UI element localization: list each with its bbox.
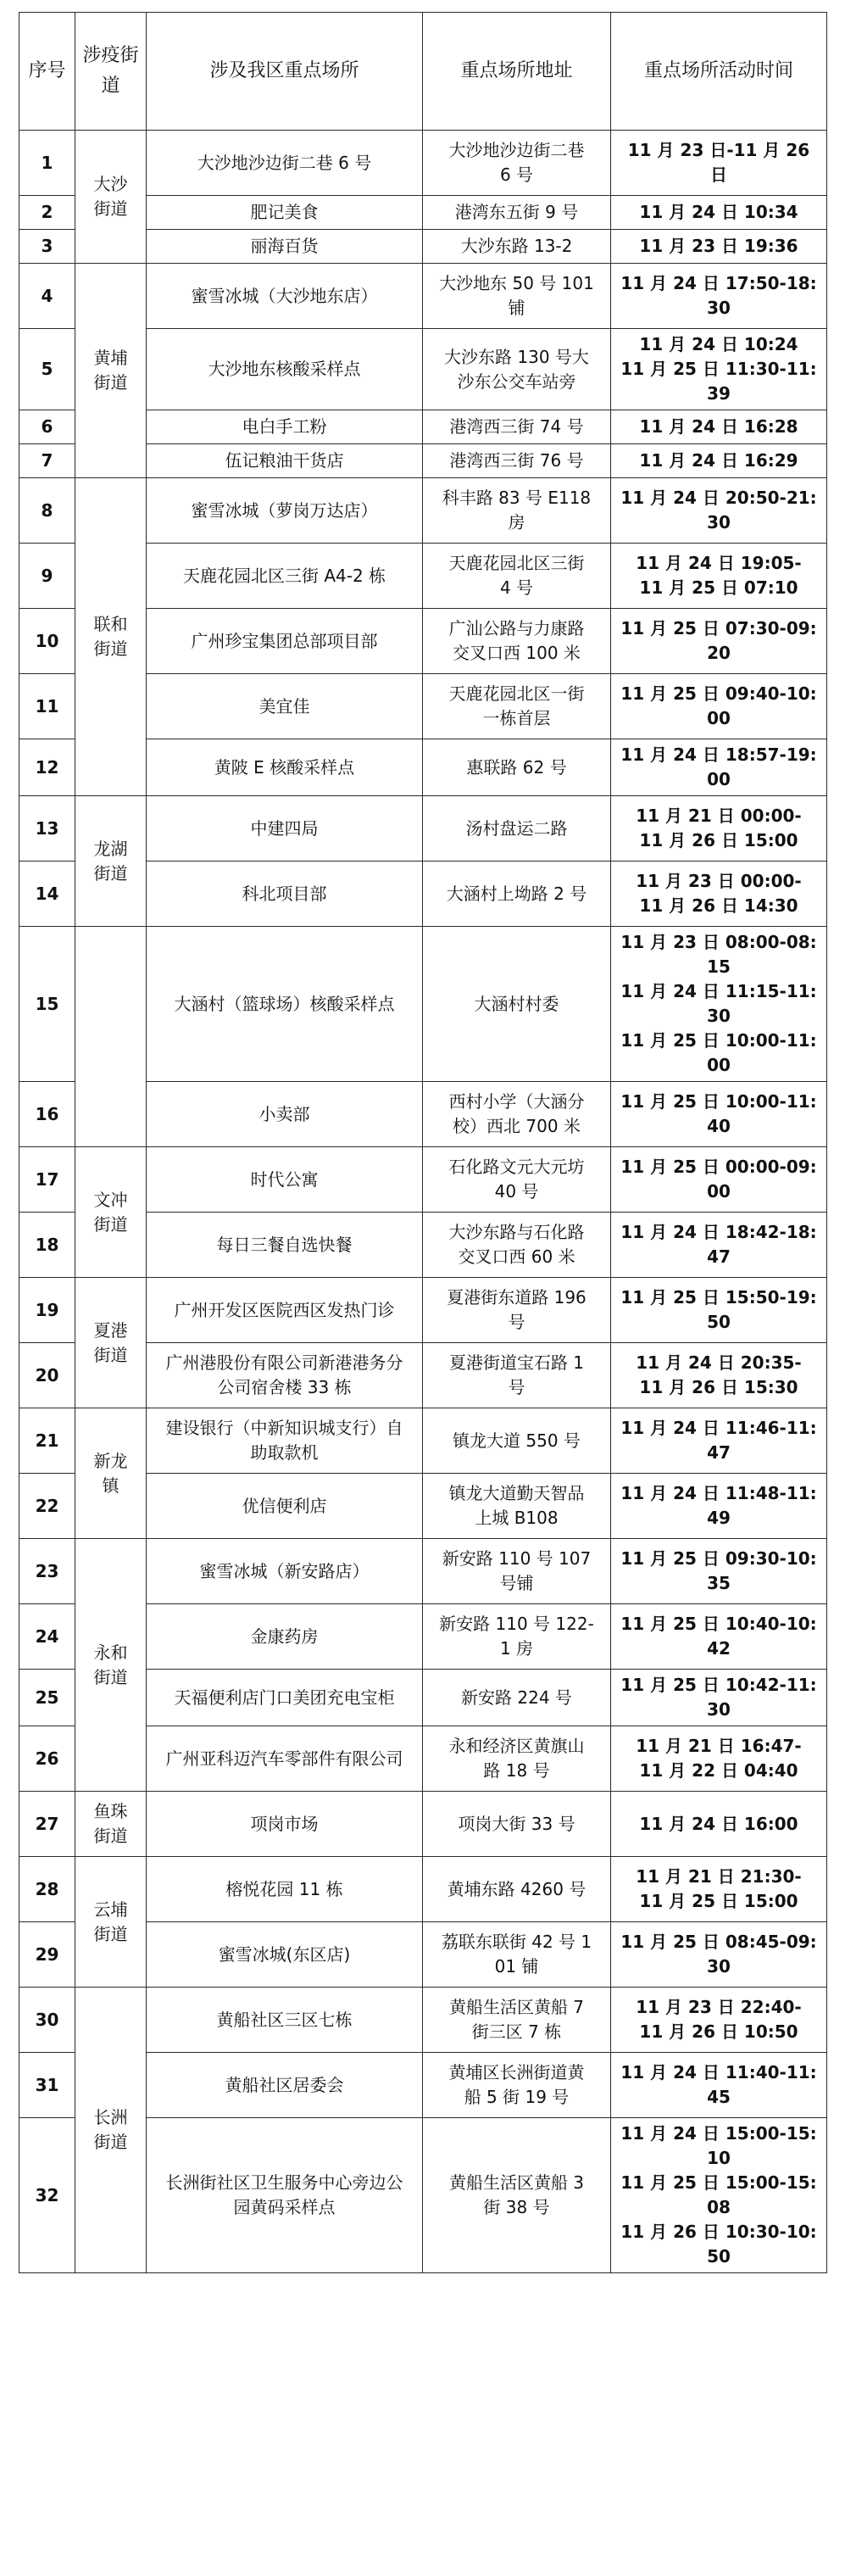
address-cell: 夏港街东道路 196 号 (423, 1278, 611, 1343)
address-cell: 镇龙大道勤天智品 上城 B108 (423, 1474, 611, 1539)
row-number: 16 (19, 1082, 75, 1147)
row-number: 4 (19, 264, 75, 329)
time-cell: 11 月 24 日 16:28 (611, 410, 827, 444)
place-cell: 蜜雪冰城（大沙地东店） (147, 264, 423, 329)
address-cell: 西村小学（大涵分 校）西北 700 米 (423, 1082, 611, 1147)
place-cell: 伍记粮油干货店 (147, 444, 423, 478)
place-cell: 广州开发区医院西区发热门诊 (147, 1278, 423, 1343)
time-cell: 11 月 21 日 00:00- 11 月 26 日 15:00 (611, 796, 827, 861)
street-cell: 鱼珠 街道 (75, 1792, 147, 1857)
row-number: 9 (19, 544, 75, 609)
place-cell: 广州亚科迈汽车零部件有限公司 (147, 1726, 423, 1792)
time-cell: 11 月 24 日 15:00-15:10 11 月 25 日 15:00-15:08 11 月 26 日 10:30-10:50 (611, 2118, 827, 2273)
header-street: 涉疫街道 (75, 13, 147, 131)
table-body (19, 131, 827, 2273)
table-row (19, 1792, 827, 1857)
time-cell: 11 月 25 日 00:00-09:00 (611, 1147, 827, 1213)
row-number: 1 (19, 131, 75, 196)
address-cell: 永和经济区黄旗山 路 18 号 (423, 1726, 611, 1792)
address-cell: 新安路 110 号 107 号铺 (423, 1539, 611, 1604)
time-cell: 11 月 21 日 16:47- 11 月 22 日 04:40 (611, 1726, 827, 1792)
place-cell: 黄陂 E 核酸采样点 (147, 739, 423, 796)
row-number: 32 (19, 2118, 75, 2273)
address-cell: 新安路 110 号 122- 1 房 (423, 1604, 611, 1670)
street-cell: 大沙 街道 (75, 131, 147, 264)
row-number: 30 (19, 1988, 75, 2053)
time-cell: 11 月 23 日 08:00-08:15 11 月 24 日 11:15-11:30 11 月 25 日 10:00-11:00 (611, 927, 827, 1082)
row-number: 2 (19, 196, 75, 230)
header-time: 重点场所活动时间 (611, 13, 827, 131)
row-number: 15 (19, 927, 75, 1082)
address-cell: 黄船生活区黄船 7 街三区 7 栋 (423, 1988, 611, 2053)
time-cell: 11 月 25 日 15:50-19:50 (611, 1278, 827, 1343)
time-cell: 11 月 24 日 16:00 (611, 1792, 827, 1857)
address-cell: 港湾东五街 9 号 (423, 196, 611, 230)
row-number: 10 (19, 609, 75, 674)
table-row (19, 1988, 827, 2053)
address-cell: 新安路 224 号 (423, 1670, 611, 1726)
address-cell: 夏港街道宝石路 1 号 (423, 1343, 611, 1408)
place-cell: 天福便利店门口美团充电宝柜 (147, 1670, 423, 1726)
row-number: 11 (19, 674, 75, 739)
table-row (19, 1147, 827, 1213)
place-cell: 黄船社区三区七栋 (147, 1988, 423, 2053)
address-cell: 项岗大街 33 号 (423, 1792, 611, 1857)
address-cell: 大沙地沙边街二巷 6 号 (423, 131, 611, 196)
address-cell: 镇龙大道 550 号 (423, 1408, 611, 1474)
time-cell: 11 月 25 日 07:30-09:20 (611, 609, 827, 674)
address-cell: 大涵村村委 (423, 927, 611, 1082)
time-cell: 11 月 23 日 00:00- 11 月 26 日 14:30 (611, 861, 827, 927)
time-cell: 11 月 24 日 11:48-11:49 (611, 1474, 827, 1539)
place-cell: 小卖部 (147, 1082, 423, 1147)
time-cell: 11 月 21 日 21:30- 11 月 25 日 15:00 (611, 1857, 827, 1922)
table-row (19, 1278, 827, 1343)
time-cell: 11 月 24 日 19:05- 11 月 25 日 07:10 (611, 544, 827, 609)
time-cell: 11 月 24 日 20:50-21:30 (611, 478, 827, 544)
address-cell: 大沙东路与石化路 交叉口西 60 米 (423, 1213, 611, 1278)
table-row (19, 1539, 827, 1604)
street-cell: 联和 街道 (75, 478, 147, 796)
place-cell: 项岗市场 (147, 1792, 423, 1857)
row-number: 7 (19, 444, 75, 478)
address-cell: 港湾西三街 74 号 (423, 410, 611, 444)
time-cell: 11 月 24 日 16:29 (611, 444, 827, 478)
address-cell: 黄埔区长洲街道黄 船 5 街 19 号 (423, 2053, 611, 2118)
table-row (19, 927, 827, 1082)
address-cell: 大沙东路 13-2 (423, 230, 611, 264)
row-number: 6 (19, 410, 75, 444)
time-cell: 11 月 25 日 10:40-10:42 (611, 1604, 827, 1670)
place-cell: 每日三餐自选快餐 (147, 1213, 423, 1278)
address-cell: 广汕公路与力康路 交叉口西 100 米 (423, 609, 611, 674)
street-cell: 新龙 镇 (75, 1408, 147, 1539)
row-number: 28 (19, 1857, 75, 1922)
time-cell: 11 月 23 日-11 月 26 日 (611, 131, 827, 196)
table-row (19, 478, 827, 544)
address-cell: 黄埔东路 4260 号 (423, 1857, 611, 1922)
header-place: 涉及我区重点场所 (147, 13, 423, 131)
place-cell: 时代公寓 (147, 1147, 423, 1213)
row-number: 19 (19, 1278, 75, 1343)
address-cell: 科丰路 83 号 E118 房 (423, 478, 611, 544)
time-cell: 11 月 25 日 10:00-11:40 (611, 1082, 827, 1147)
address-cell: 荔联东联街 42 号 1 01 铺 (423, 1922, 611, 1988)
address-cell: 天鹿花园北区三街 4 号 (423, 544, 611, 609)
row-number: 26 (19, 1726, 75, 1792)
row-number: 5 (19, 329, 75, 410)
time-cell: 11 月 24 日 20:35- 11 月 26 日 15:30 (611, 1343, 827, 1408)
address-cell: 黄船生活区黄船 3 街 38 号 (423, 2118, 611, 2273)
place-cell: 广州珍宝集团总部项目部 (147, 609, 423, 674)
place-cell: 长洲街社区卫生服务中心旁边公 园黄码采样点 (147, 2118, 423, 2273)
time-cell: 11 月 25 日 09:30-10:35 (611, 1539, 827, 1604)
time-cell: 11 月 25 日 08:45-09:30 (611, 1922, 827, 1988)
place-cell: 蜜雪冰城（新安路店） (147, 1539, 423, 1604)
street-cell: 永和 街道 (75, 1539, 147, 1792)
time-cell: 11 月 24 日 17:50-18:30 (611, 264, 827, 329)
time-cell: 11 月 24 日 11:40-11:45 (611, 2053, 827, 2118)
address-cell: 大涵村上坳路 2 号 (423, 861, 611, 927)
time-cell: 11 月 25 日 10:42-11:30 (611, 1670, 827, 1726)
street-cell: 黄埔 街道 (75, 264, 147, 478)
time-cell: 11 月 24 日 10:24 11 月 25 日 11:30-11:39 (611, 329, 827, 410)
table-row (19, 131, 827, 196)
street-cell: 文冲 街道 (75, 1147, 147, 1278)
street-cell: 龙湖 街道 (75, 796, 147, 927)
place-cell: 美宜佳 (147, 674, 423, 739)
row-number: 18 (19, 1213, 75, 1278)
time-cell: 11 月 24 日 18:57-19:00 (611, 739, 827, 796)
time-cell: 11 月 25 日 09:40-10:00 (611, 674, 827, 739)
place-cell: 大涵村（篮球场）核酸采样点 (147, 927, 423, 1082)
address-cell: 惠联路 62 号 (423, 739, 611, 796)
time-cell: 11 月 24 日 10:34 (611, 196, 827, 230)
row-number: 3 (19, 230, 75, 264)
time-cell: 11 月 23 日 19:36 (611, 230, 827, 264)
place-cell: 金康药房 (147, 1604, 423, 1670)
place-cell: 中建四局 (147, 796, 423, 861)
table-row (19, 1857, 827, 1922)
time-cell: 11 月 24 日 11:46-11:47 (611, 1408, 827, 1474)
place-cell: 大沙地东核酸采样点 (147, 329, 423, 410)
street-cell: 夏港 街道 (75, 1278, 147, 1408)
time-cell: 11 月 24 日 18:42-18:47 (611, 1213, 827, 1278)
address-cell: 港湾西三街 76 号 (423, 444, 611, 478)
row-number: 20 (19, 1343, 75, 1408)
street-cell (75, 927, 147, 1147)
address-cell: 汤村盘运二路 (423, 796, 611, 861)
row-number: 29 (19, 1922, 75, 1988)
street-cell: 长洲 街道 (75, 1988, 147, 2273)
row-number: 23 (19, 1539, 75, 1604)
address-cell: 大沙东路 130 号大 沙东公交车站旁 (423, 329, 611, 410)
time-cell: 11 月 23 日 22:40- 11 月 26 日 10:50 (611, 1988, 827, 2053)
address-cell: 天鹿花园北区一街 一栋首层 (423, 674, 611, 739)
place-cell: 蜜雪冰城(东区店) (147, 1922, 423, 1988)
street-cell: 云埔 街道 (75, 1857, 147, 1988)
row-number: 8 (19, 478, 75, 544)
row-number: 17 (19, 1147, 75, 1213)
place-cell: 天鹿花园北区三街 A4-2 栋 (147, 544, 423, 609)
table-row (19, 796, 827, 861)
row-number: 21 (19, 1408, 75, 1474)
row-number: 22 (19, 1474, 75, 1539)
row-number: 25 (19, 1670, 75, 1726)
place-cell: 大沙地沙边街二巷 6 号 (147, 131, 423, 196)
row-number: 24 (19, 1604, 75, 1670)
risk-locations-table (19, 12, 826, 2273)
address-cell: 大沙地东 50 号 101 铺 (423, 264, 611, 329)
place-cell: 黄船社区居委会 (147, 2053, 423, 2118)
row-number: 13 (19, 796, 75, 861)
row-number: 31 (19, 2053, 75, 2118)
place-cell: 建设银行（中新知识城支行）自 助取款机 (147, 1408, 423, 1474)
table-row (19, 264, 827, 329)
place-cell: 蜜雪冰城（萝岗万达店） (147, 478, 423, 544)
header-address: 重点场所地址 (423, 13, 611, 131)
table-row (19, 1408, 827, 1474)
place-cell: 优信便利店 (147, 1474, 423, 1539)
place-cell: 丽海百货 (147, 230, 423, 264)
row-number: 12 (19, 739, 75, 796)
place-cell: 电白手工粉 (147, 410, 423, 444)
place-cell: 广州港股份有限公司新港港务分 公司宿舍楼 33 栋 (147, 1343, 423, 1408)
place-cell: 科北项目部 (147, 861, 423, 927)
table-header-row (19, 13, 827, 131)
row-number: 27 (19, 1792, 75, 1857)
row-number: 14 (19, 861, 75, 927)
header-no: 序号 (19, 13, 75, 131)
place-cell: 肥记美食 (147, 196, 423, 230)
place-cell: 榕悦花园 11 栋 (147, 1857, 423, 1922)
address-cell: 石化路文元大元坊 40 号 (423, 1147, 611, 1213)
